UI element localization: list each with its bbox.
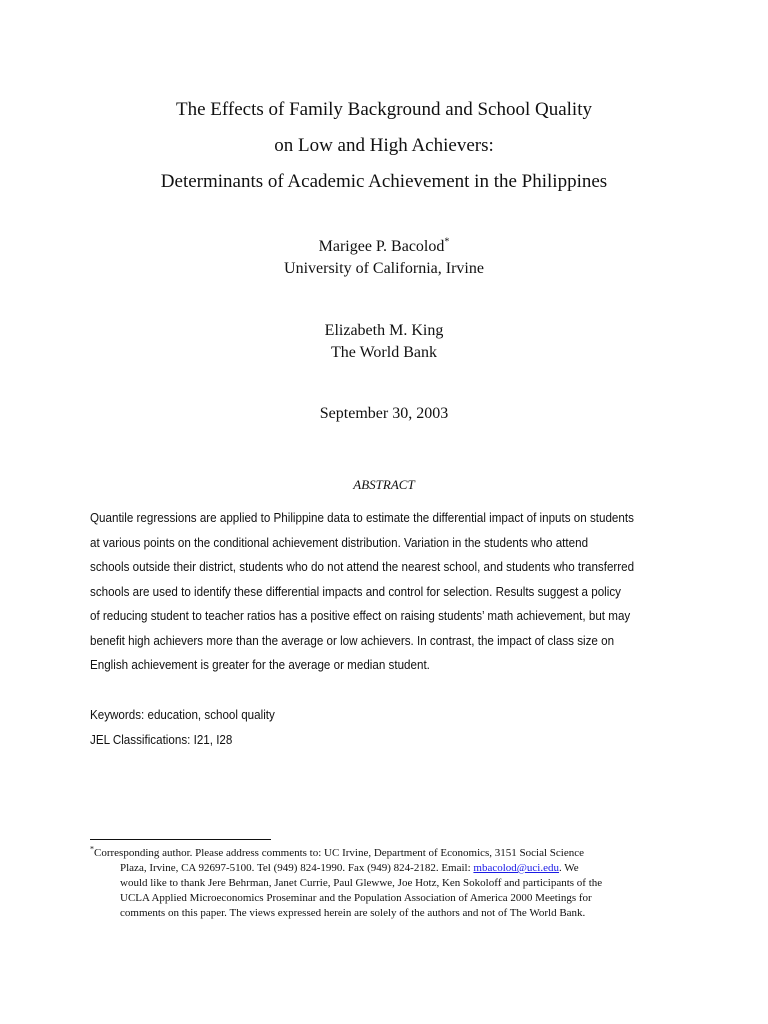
author-1-footnote-mark: * [444, 236, 450, 248]
title-line-3: Determinants of Academic Achievement in the Philippines [160, 171, 608, 192]
abstract-body [90, 506, 648, 678]
email-link[interactable]: mbacolod@uci.edu [473, 862, 559, 874]
author-2 [0, 320, 768, 364]
footnote-divider [90, 839, 271, 840]
abstract-line: schools outside their district, students who do not attend the nearest school, and students who transferred [90, 560, 635, 574]
footnote-line-2-start: Plaza, Irvine, CA 92697-5100. Tel (949) 824-1990. Fax (949) 824-2182. Email: [120, 862, 474, 874]
abstract-heading: ABSTRACT [353, 477, 415, 492]
footnote-line-5: comments on this paper. The views expressed herein are solely of the authors and not of The World Bank. [120, 907, 586, 919]
jel-classifications: JEL Classifications: I21, I28 [90, 732, 233, 747]
author-1-affiliation: University of California, Irvine [284, 260, 484, 277]
author-2-name: Elizabeth M. King [324, 322, 444, 339]
abstract-line: of reducing student to teacher ratios has a positive effect on raising students’ math achievement, but may [90, 609, 631, 623]
abstract-line: schools are used to identify these differential impacts and control for selection. Results suggest a policy [90, 584, 621, 599]
author-1 [0, 236, 768, 280]
footnote-line-3: would like to thank Jere Behrman, Janet Currie, Paul Glewwe, Joe Hotz, Ken Sokoloff and participants of the [120, 877, 603, 889]
footnote-mark: * [90, 844, 94, 854]
footnote-line-1: Corresponding author. Please address comments to: UC Irvine, Department of Economics, 3151 Social Science [94, 847, 584, 859]
title-line-1: The Effects of Family Background and School Quality [176, 99, 592, 120]
title-line-2: on Low and High Achievers: [274, 135, 494, 156]
footnote-line-2-end: . We [559, 862, 579, 874]
abstract-line: at various points on the conditional achievement distribution. Variation in the students who attend [90, 535, 589, 550]
keywords: Keywords: education, school quality [90, 708, 275, 722]
author-1-name: Marigee P. Bacolod [318, 238, 445, 255]
paper-title [0, 92, 768, 200]
abstract-line: English achievement is greater for the average or median student. [90, 658, 430, 672]
footnote [90, 846, 690, 921]
abstract-line: benefit high achievers more than the average or low achievers. In contrast, the impact of class size on [90, 633, 615, 648]
abstract-line: Quantile regressions are applied to Philippine data to estimate the differential impact of inputs on students [90, 511, 634, 525]
paper-date: September 30, 2003 [319, 405, 449, 422]
footnote-line-4: UCLA Applied Microeconomics Proseminar and the Population Association of America 2000 Meetings for [120, 892, 592, 904]
paper-metadata [90, 703, 275, 752]
author-2-affiliation: The World Bank [331, 344, 437, 361]
